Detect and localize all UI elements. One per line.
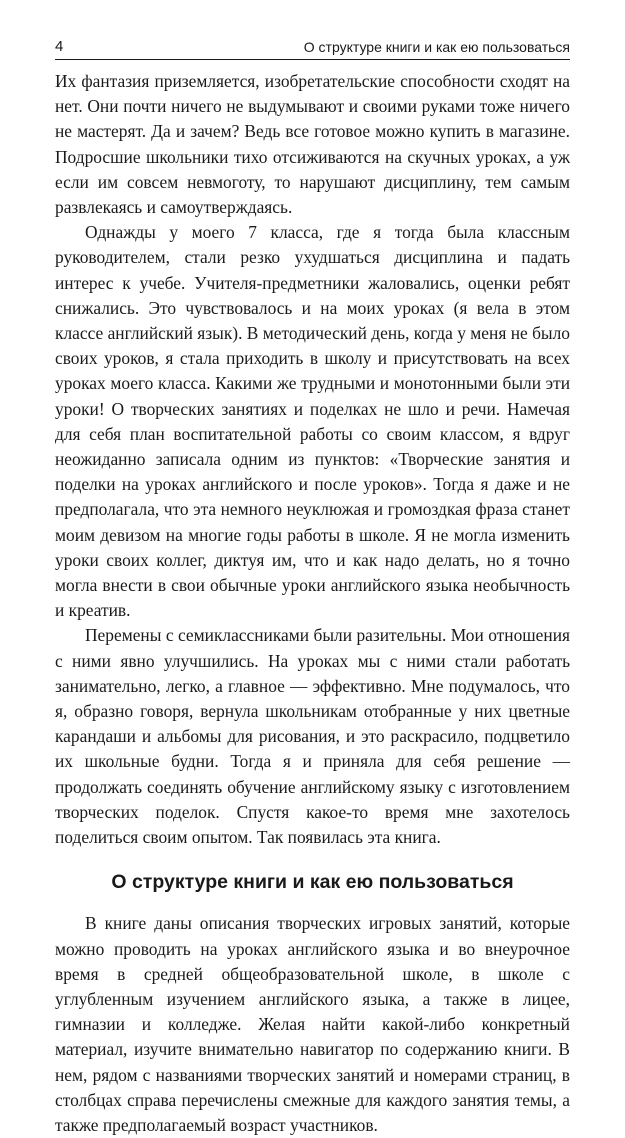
section-paragraph: В книге даны описания творческих игровых занятий, которые можно проводить на уроках английского языка и во внеурочное время в средней общеобразовательной школе, в школе с углубленным изучением английского языка, а также в лицее, гимназии и колледже. Желая найти какой-либо конкретный материал, изучите внимательно навигатор по содержанию книги. В нем, рядом с названиями творческих занятий и номерами страниц, в столбцах справа перечислены смежные для каждого занятия темы, а также предполагаемый возраст участников.	[55, 913, 570, 1135]
book-page	[55, 38, 570, 1138]
body-text	[55, 69, 570, 1138]
paragraph-continued: Их фантазия приземляется, изобретательские способности сходят на нет. Они почти ничего не выдумывают и своими руками тоже ничего не мастерят. Да и зачем? Ведь все готовое можно купить в магазине. Подросшие школьники тихо отсиживаются на скучных уроках, а уж если им совсем невмоготу, то нарушают дисциплину, тем самым развлекаясь и самоутверждаясь.	[55, 71, 570, 218]
paragraph: Перемены с семиклассниками были разительны. Мои отношения с ними явно улучшились. На уроках мы с ними стали работать занимательно, легко, а главное — эффективно. Мне подумалось, что я, образно говоря, вернула школьникам отобранные у них цветные карандаши и альбомы для рисования, и это раскрасило, подцветило их школьные будни. Тогда я и приняла для себя решение — продолжать соединять обучение английскому языку с изготовлением творческих поделок. Спустя какое-то время мне захотелось поделиться своим опытом. Так появилась эта книга.	[55, 625, 570, 848]
running-header	[55, 38, 570, 60]
section-heading: О структуре книги и как ею пользоваться	[111, 871, 514, 894]
page-number: 4	[55, 38, 64, 55]
running-title: О структуре книги и как ею пользоваться	[303, 39, 570, 55]
paragraph: Однажды у моего 7 класса, где я тогда была классным руководителем, стали резко ухудшаться дисциплина и падать интерес к учебе. Учителя-предметники жаловались, оценки ребят снижались. Это чувствовалось и на моих уроках (я вела в этом классе английский язык). В методический день, когда у меня не было своих уроков, я стала приходить в школу и присутствовать на всех уроках моего класса. Какими же трудными и монотонными были эти уроки! О творческих занятиях и поделках не шло и речи. Намечая для себя план воспитательной работы со своим классом, я вдруг неожиданно записала одним из пунктов: «Творческие занятия и поделки на уроках английского и после уроков». Тогда я даже и не предполагала, что эта немного неуклюжая и громоздкая фраза станет моим девизом на многие годы работы в школе. Я не могла изменить уроки своих коллег, диктуя им, что и как надо делать, но я точно могла внести в свои обычные уроки английского языка необычность и креатив.	[55, 222, 570, 621]
